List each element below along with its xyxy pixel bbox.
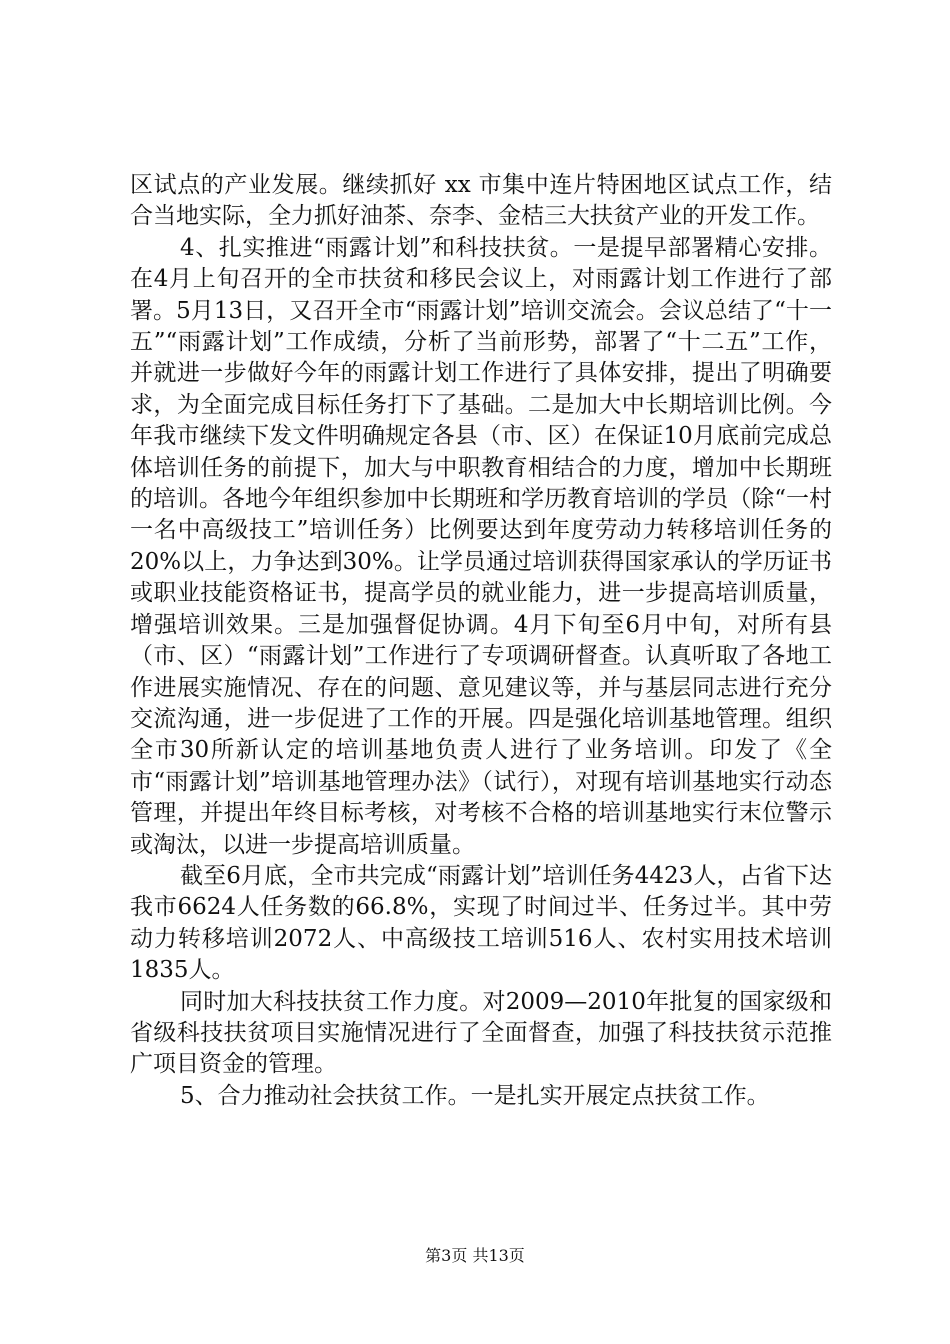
page-footer: 第3页 共13页 — [425, 1246, 525, 1265]
body-text — [130, 170, 832, 1112]
paragraph-rain-dew-plan: 4、扎实推进“雨露计划”和科技扶贫。一是提早部署精心安排。在4月上旬召开的全市扶贫和移民会议上，对雨露计划工作进行了部署。5月13日，又召开全市“雨露计划”培训交流会。会议总结了“十一五”“雨露计划”工作成绩，分析了当前形势，部署了“十二五”工作，并就进一步做好今年的雨露计划工作进行了具体安排，提出了明确要求，为全面完成目标任务打下了基础。二是加大中长期培训比例。今年我市继续下发文件明确规定各县（市、区）在保证10月底前完成总体培训任务的前提下，加大与中职教育相结合的力度，增加中长期班的培训。各地今年组织参加中长期班和学历教育培训的学员（除“一村一名中高级技工”培训任务）比例要达到年度劳动力转移培训任务的20%以上，力争达到30%。让学员通过培训获得国家承认的学历证书或职业技能资格证书，提高学员的就业能力，进一步提高培训质量，增强培训效果。三是加强督促协调。4月下旬至6月中旬，对所有县（市、区）“雨露计划”工作进行了专项调研督查。认真听取了各地工作进展实施情况、存在的问题、意见建议等，并与基层同志进行充分交流沟通，进一步促进了工作的开展。四是强化培训基地管理。组织全市30所新认定的培训基地负责人进行了业务培训。印发了《全市“雨露计划”培训基地管理办法》（试行），对现有培训基地实行动态管理，并提出年终目标考核，对考核不合格的培训基地实行末位警示或淘汰，以进一步提高培训质量。 — [130, 234, 832, 858]
paragraph-social-poverty: 5、合力推动社会扶贫工作。一是扎实开展定点扶贫工作。 — [180, 1082, 770, 1109]
paragraph-training-results: 截至6月底，全市共完成“雨露计划”培训任务4423人，占省下达我市6624人任务数的66.8%，实现了时间过半、任务过半。其中劳动力转移培训2072人、中高级技工培训516人、农村实用技术培训1835人。 — [130, 862, 832, 984]
paragraph-continued: 区试点的产业发展。继续抓好 xx 市集中连片特困地区试点工作，结合当地实际，全力抓好油茶、奈李、金桔三大扶贫产业的开发工作。 — [130, 172, 832, 230]
paragraph-tech-poverty: 同时加大科技扶贫工作力度。对2009—2010年批复的国家级和省级科技扶贫项目实施情况进行了全面督查，加强了科技扶贫示范推广项目资金的管理。 — [130, 988, 832, 1078]
